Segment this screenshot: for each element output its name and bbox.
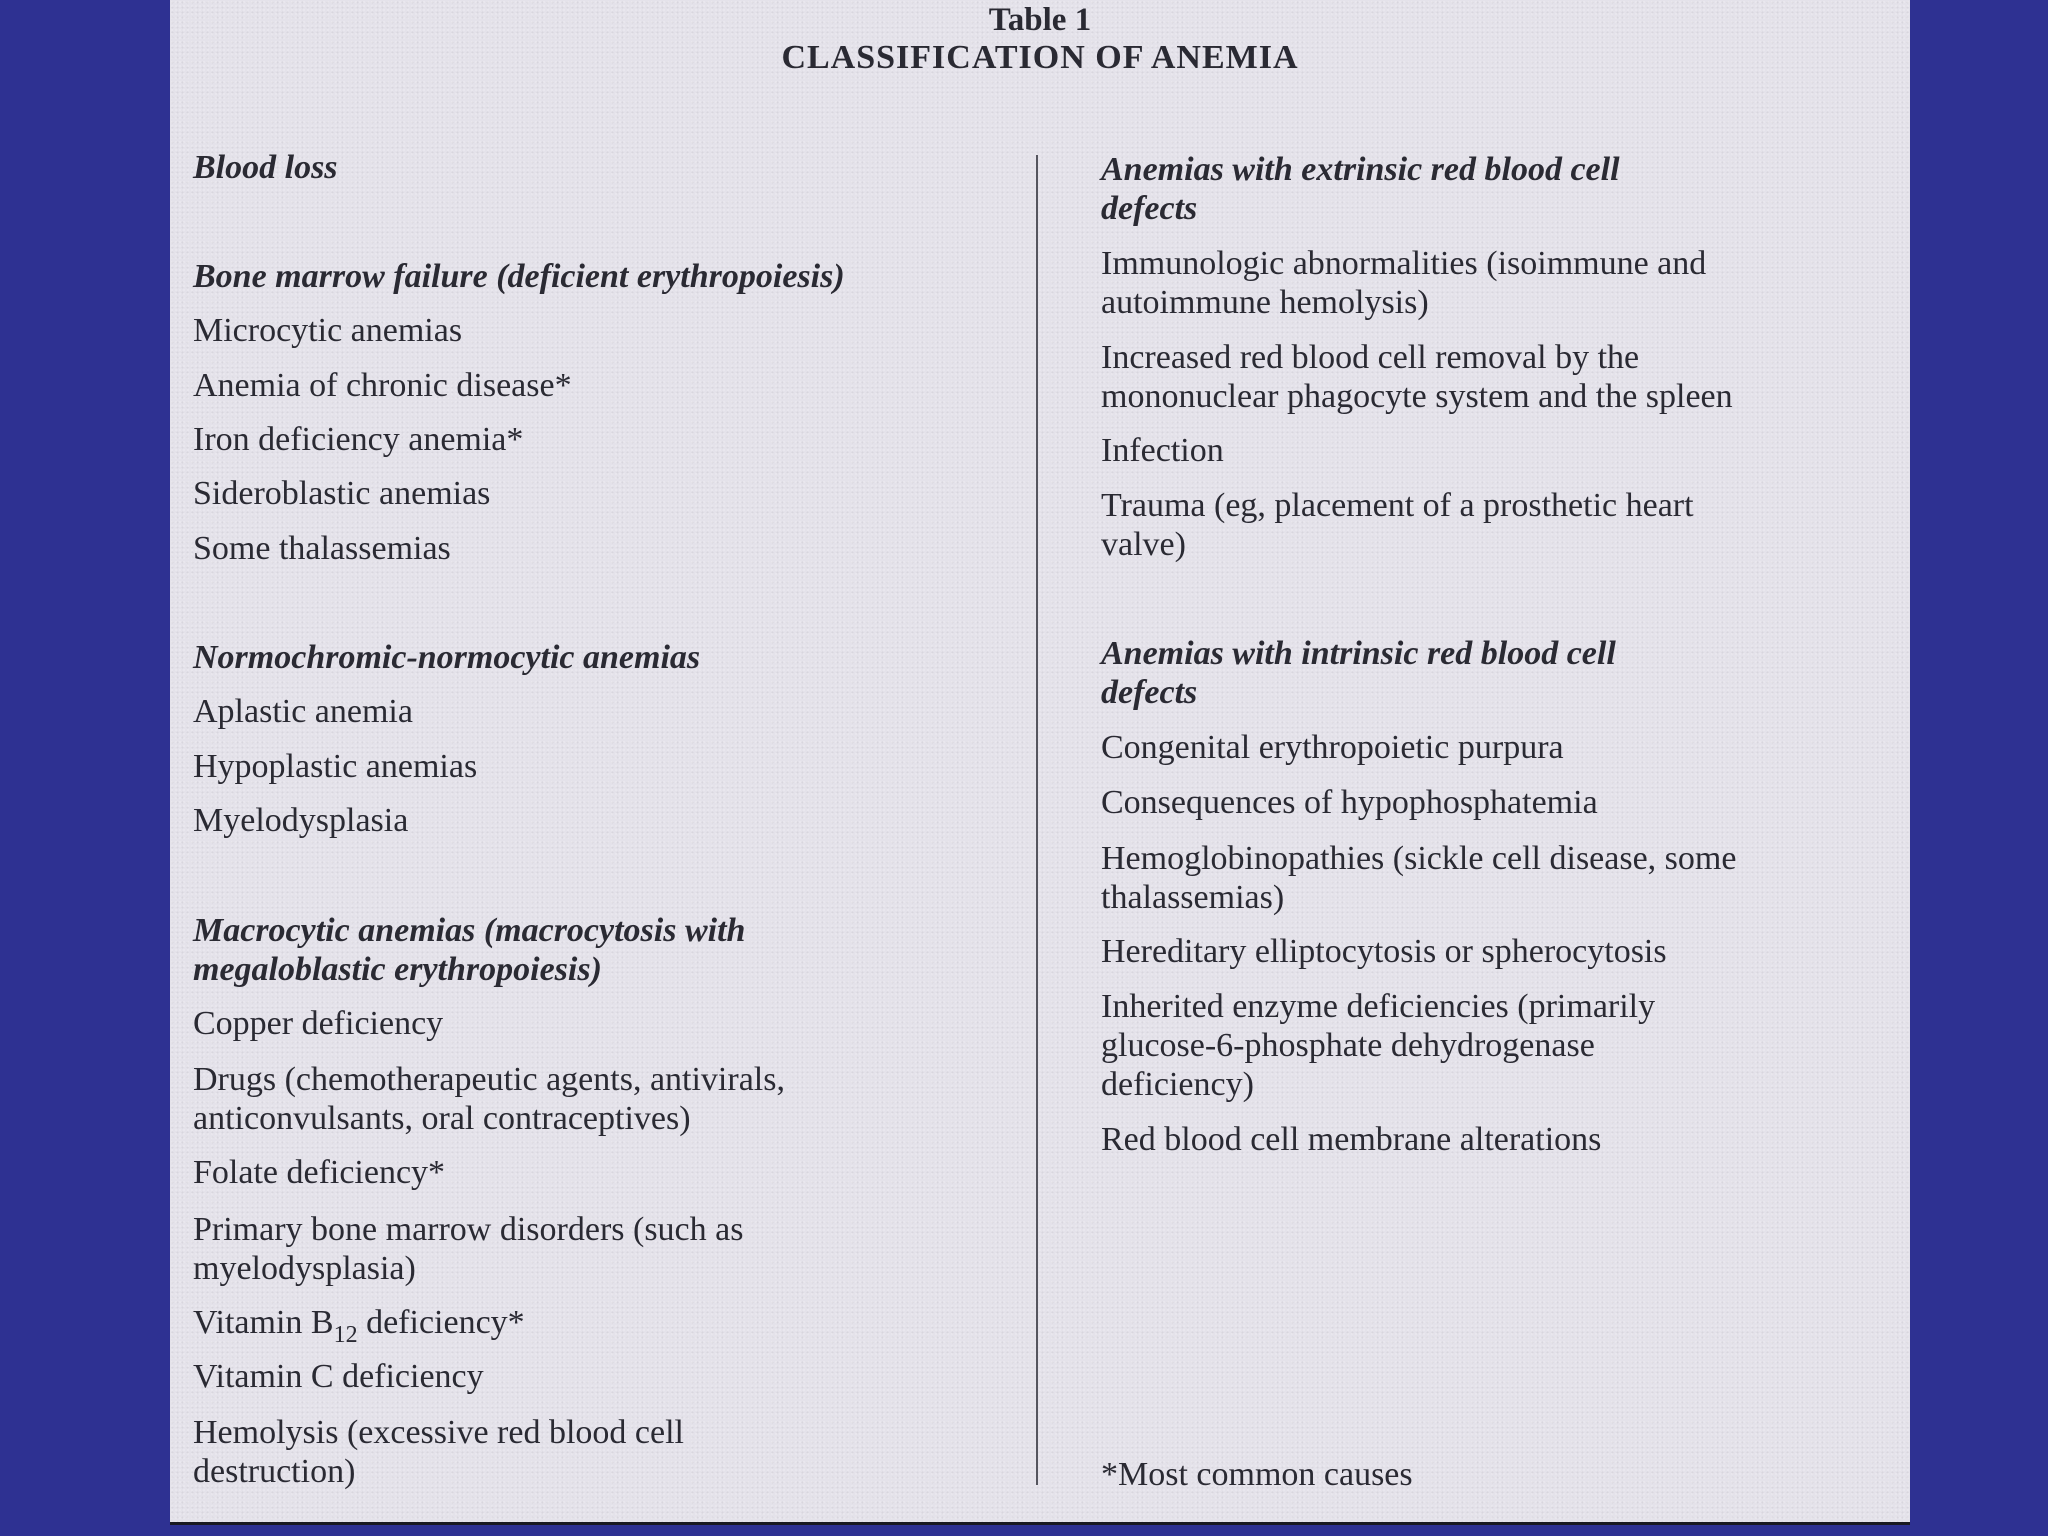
list-item-cont: mononuclear phagocyte system and the spleen <box>1101 378 1733 415</box>
list-item: Hypoplastic anemias <box>193 748 478 785</box>
list-item: Congenital erythropoietic purpura <box>1101 729 1564 766</box>
table-page <box>170 0 1910 1522</box>
heading-blood-loss: Blood loss <box>193 149 338 186</box>
list-item: Hereditary elliptocytosis or spherocytosis <box>1101 933 1667 970</box>
column-divider <box>1036 155 1038 1485</box>
list-item-cont: destruction) <box>193 1453 356 1490</box>
list-item: Immunologic abnormalities (isoimmune and <box>1101 245 1707 282</box>
list-item: Folate deficiency* <box>193 1154 446 1191</box>
list-item: Consequences of hypophosphatemia <box>1101 784 1598 821</box>
list-item: Increased red blood cell removal by the <box>1101 339 1640 376</box>
list-item: Hemolysis (excessive red blood cell <box>193 1414 684 1451</box>
list-item: Aplastic anemia <box>193 693 413 730</box>
list-item: Infection <box>1101 432 1224 469</box>
list-item-cont: glucose-6-phosphate dehydrogenase <box>1101 1027 1595 1064</box>
list-item: Some thalassemias <box>193 530 451 567</box>
heading-macrocytic: Macrocytic anemias (macrocytosis with <box>193 912 746 949</box>
b12-prefix: Vitamin B <box>193 1304 334 1341</box>
b12-subscript: 12 <box>333 1322 358 1348</box>
list-item-cont: valve) <box>1101 526 1186 563</box>
list-item-cont: autoimmune hemolysis) <box>1101 284 1429 321</box>
heading-bone-marrow-failure: Bone marrow failure (deficient erythropoiesis) <box>193 258 845 295</box>
list-item: Hemoglobinopathies (sickle cell disease, some <box>1101 840 1737 877</box>
table-number: Table 1 <box>988 2 1092 38</box>
list-item: Anemia of chronic disease* <box>193 367 572 404</box>
heading-extrinsic-cont: defects <box>1101 190 1198 227</box>
list-item-b12 <box>193 1303 525 1346</box>
list-item-cont: anticonvulsants, oral contraceptives) <box>193 1100 691 1137</box>
list-item: Microcytic anemias <box>193 312 463 349</box>
heading-macrocytic-cont: megaloblastic erythropoiesis) <box>193 951 602 988</box>
list-item: Copper deficiency <box>193 1005 444 1042</box>
list-item: Iron deficiency anemia* <box>193 421 524 458</box>
list-item: Trauma (eg, placement of a prosthetic heart <box>1101 487 1694 524</box>
list-item: Myelodysplasia <box>193 802 409 839</box>
list-item: Vitamin C deficiency <box>193 1358 484 1395</box>
heading-intrinsic: Anemias with intrinsic red blood cell <box>1101 635 1616 672</box>
list-item-cont: deficiency) <box>1101 1066 1254 1103</box>
heading-extrinsic: Anemias with extrinsic red blood cell <box>1101 151 1620 188</box>
list-item: Primary bone marrow disorders (such as <box>193 1211 744 1248</box>
heading-intrinsic-cont: defects <box>1101 674 1198 711</box>
b12-suffix: deficiency* <box>357 1304 525 1341</box>
heading-normochromic: Normochromic-normocytic anemias <box>193 639 701 676</box>
bottom-rule <box>170 1522 1910 1525</box>
list-item-cont: myelodysplasia) <box>193 1250 416 1287</box>
list-item: Drugs (chemotherapeutic agents, antivirals, <box>193 1061 785 1098</box>
footnote: *Most common causes <box>1101 1456 1413 1493</box>
list-item: Inherited enzyme deficiencies (primarily <box>1101 988 1656 1025</box>
table-title: CLASSIFICATION OF ANEMIA <box>781 39 1299 76</box>
list-item-cont: thalassemias) <box>1101 879 1285 916</box>
list-item: Sideroblastic anemias <box>193 475 491 512</box>
list-item: Red blood cell membrane alterations <box>1101 1121 1602 1158</box>
